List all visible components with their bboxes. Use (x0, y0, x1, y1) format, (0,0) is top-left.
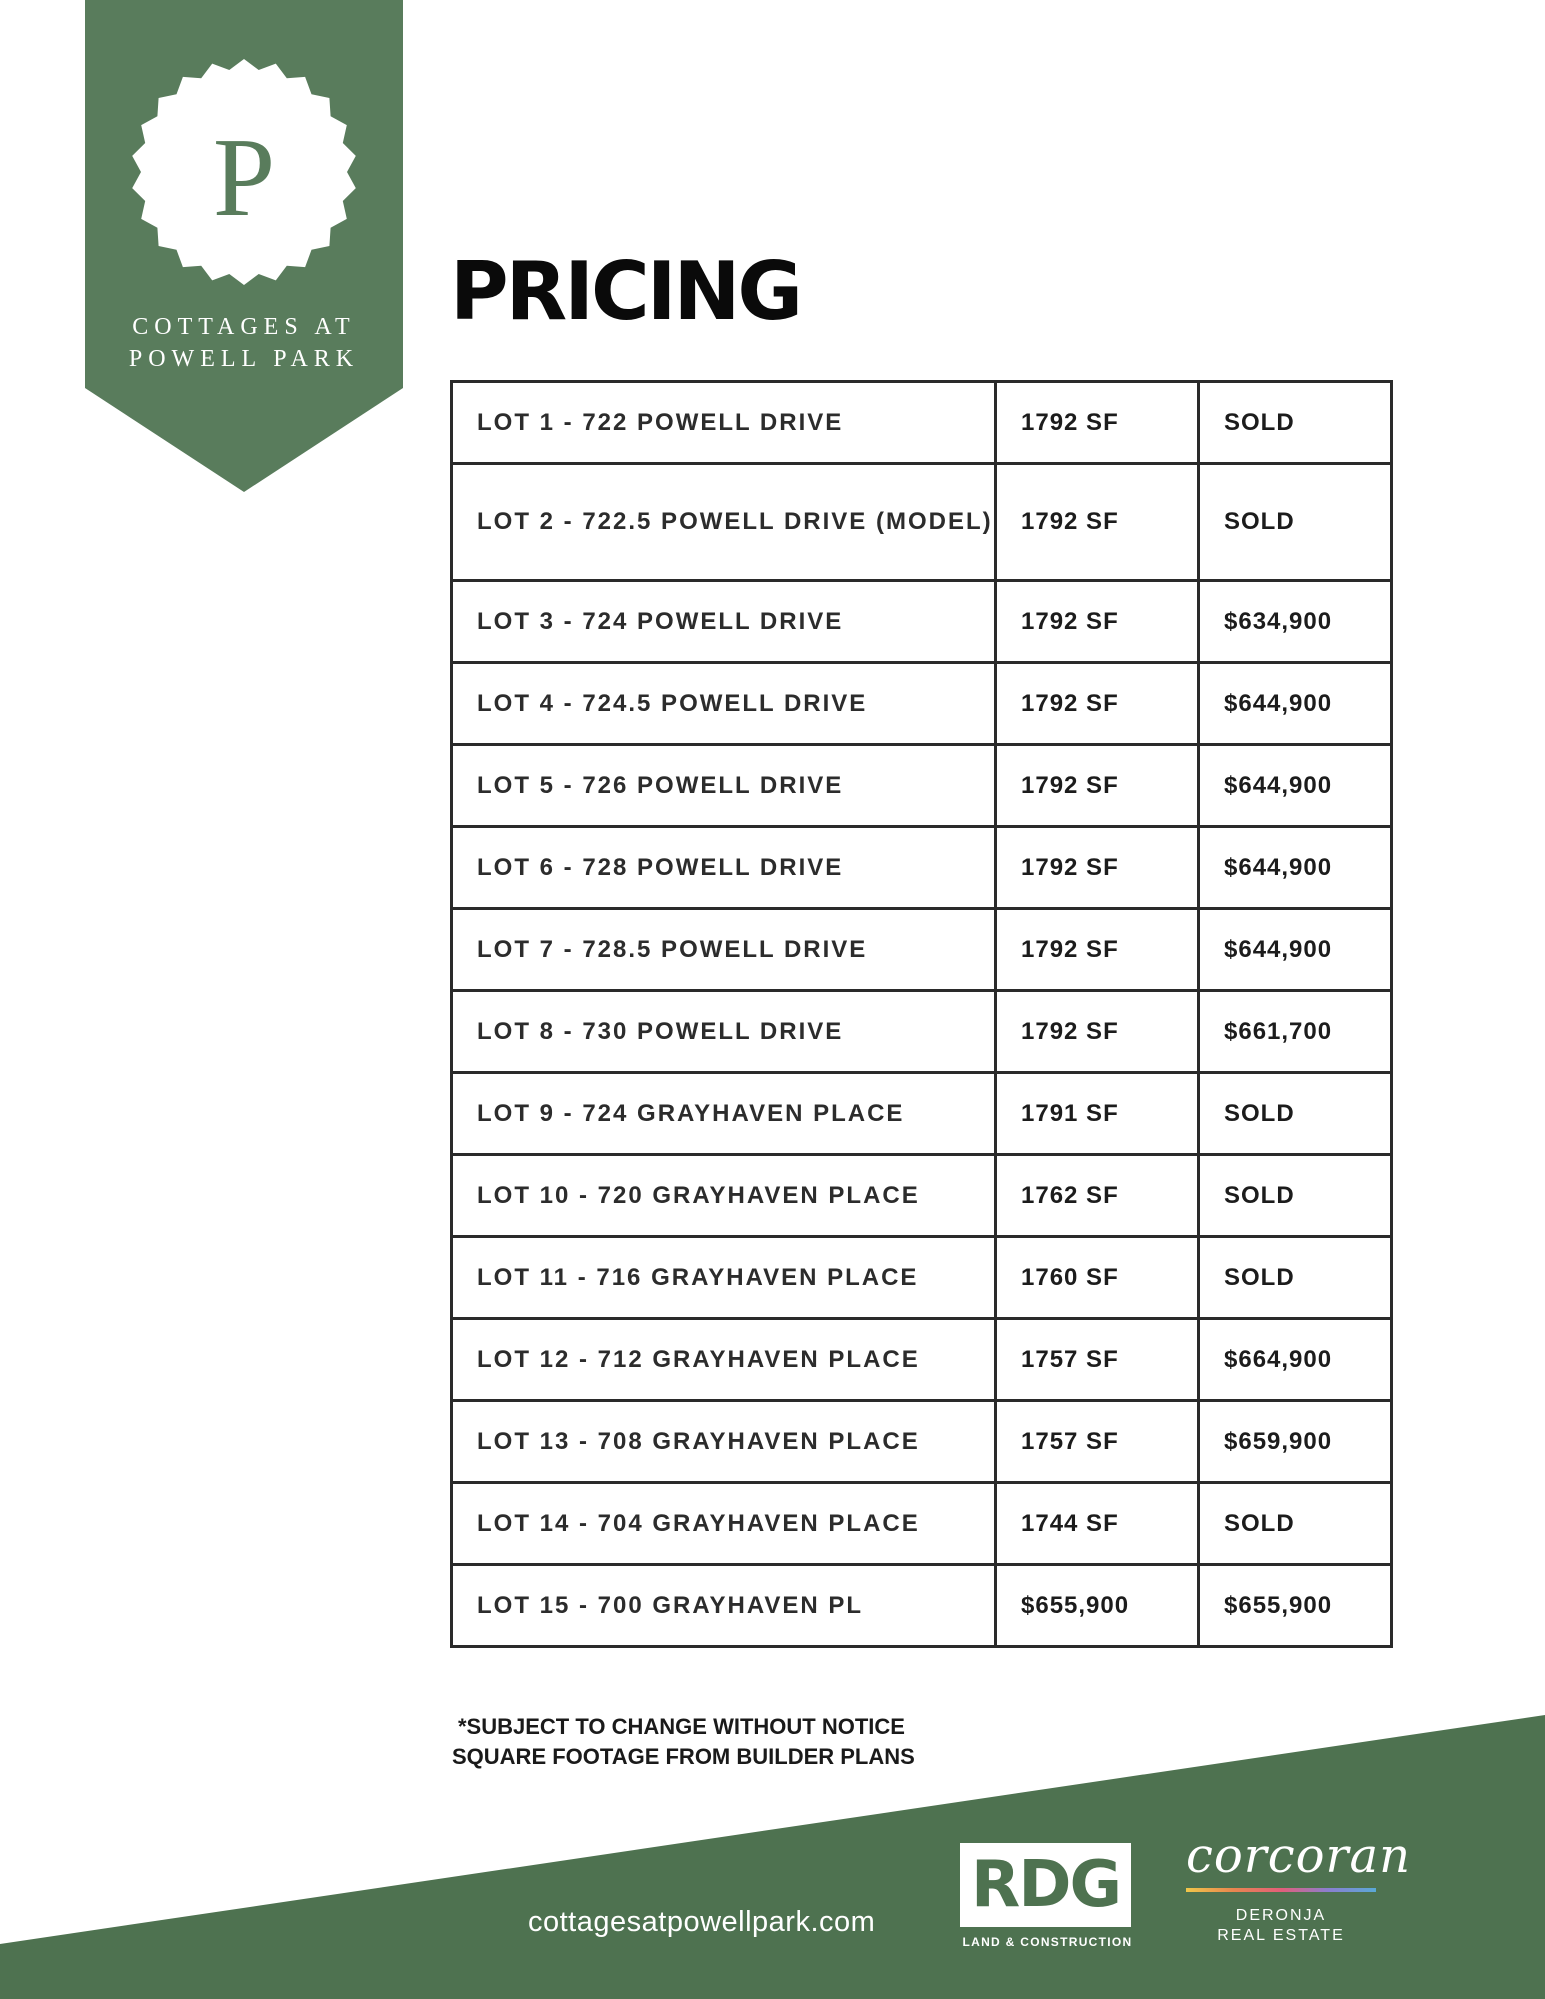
size-cell: 1757 SF (996, 1319, 1199, 1401)
table-row (452, 1073, 1392, 1155)
table-row (452, 382, 1392, 464)
lot-cell: LOT 4 - 724.5 POWELL DRIVE (452, 663, 996, 745)
disclaimer-line-2: SQUARE FOOTAGE FROM BUILDER PLANS (452, 1744, 915, 1769)
size-cell: 1792 SF (996, 581, 1199, 663)
table-row (452, 1237, 1392, 1319)
lot-cell: LOT 15 - 700 GRAYHAVEN PL (452, 1565, 996, 1647)
price-cell: $644,900 (1199, 663, 1392, 745)
size-cell: 1744 SF (996, 1483, 1199, 1565)
table-row (452, 663, 1392, 745)
price-cell: $661,700 (1199, 991, 1392, 1073)
price-cell: $644,900 (1199, 909, 1392, 991)
price-cell: SOLD (1199, 1155, 1392, 1237)
price-cell: $644,900 (1199, 745, 1392, 827)
lot-cell: LOT 12 - 712 GRAYHAVEN PLACE (452, 1319, 996, 1401)
table-row (452, 581, 1392, 663)
corcoran-wordmark: corcoran (1186, 1828, 1411, 1884)
table-row (452, 1565, 1392, 1647)
table-row (452, 1155, 1392, 1237)
table-row (452, 1319, 1392, 1401)
size-cell: 1791 SF (996, 1073, 1199, 1155)
table-row (452, 991, 1392, 1073)
lot-cell: LOT 7 - 728.5 POWELL DRIVE (452, 909, 996, 991)
size-cell: 1762 SF (996, 1155, 1199, 1237)
disclaimer-line-1: *SUBJECT TO CHANGE WITHOUT NOTICE (458, 1714, 905, 1739)
monogram-letter: P (212, 116, 276, 240)
price-cell: SOLD (1199, 1483, 1392, 1565)
pricing-table-body (452, 382, 1392, 1647)
website-link[interactable]: cottagesatpowellpark.com (528, 1906, 876, 1938)
brand-name-line1: COTTAGES AT (132, 314, 356, 340)
page-title: PRICING (450, 245, 801, 338)
lot-cell: LOT 11 - 716 GRAYHAVEN PLACE (452, 1237, 996, 1319)
brand-name-line2: POWELL PARK (128, 346, 360, 372)
size-cell: 1792 SF (996, 663, 1199, 745)
price-cell: $634,900 (1199, 581, 1392, 663)
lot-cell: LOT 10 - 720 GRAYHAVEN PLACE (452, 1155, 996, 1237)
table-row (452, 745, 1392, 827)
size-cell: 1792 SF (996, 991, 1199, 1073)
size-cell: 1792 SF (996, 909, 1199, 991)
corcoran-line-1: DERONJA (1235, 1907, 1327, 1924)
lot-cell: LOT 6 - 728 POWELL DRIVE (452, 827, 996, 909)
size-cell: 1760 SF (996, 1237, 1199, 1319)
corcoran-line-2: REAL ESTATE (1217, 1927, 1345, 1944)
price-cell: $655,900 (1199, 1565, 1392, 1647)
size-cell: 1792 SF (996, 827, 1199, 909)
size-cell: 1792 SF (996, 745, 1199, 827)
lot-cell: LOT 13 - 708 GRAYHAVEN PLACE (452, 1401, 996, 1483)
brand-banner (85, 0, 403, 492)
lot-cell: LOT 2 - 722.5 POWELL DRIVE (MODEL) (452, 464, 996, 581)
corcoran-logo (1186, 1828, 1411, 1946)
price-cell: SOLD (1199, 1237, 1392, 1319)
price-cell: SOLD (1199, 382, 1392, 464)
size-cell: 1792 SF (996, 464, 1199, 581)
table-row (452, 909, 1392, 991)
pricing-table (450, 380, 1393, 1648)
banner-shape (85, 0, 403, 492)
table-row (452, 1401, 1392, 1483)
lot-cell: LOT 5 - 726 POWELL DRIVE (452, 745, 996, 827)
size-cell: 1757 SF (996, 1401, 1199, 1483)
size-cell: $655,900 (996, 1565, 1199, 1647)
lot-cell: LOT 1 - 722 POWELL DRIVE (452, 382, 996, 464)
table-row (452, 827, 1392, 909)
rdg-logo-mark: RDG (960, 1843, 1131, 1927)
lot-cell: LOT 3 - 724 POWELL DRIVE (452, 581, 996, 663)
lot-cell: LOT 8 - 730 POWELL DRIVE (452, 991, 996, 1073)
rdg-logo (960, 1843, 1135, 1949)
lot-cell: LOT 9 - 724 GRAYHAVEN PLACE (452, 1073, 996, 1155)
rdg-logo-tagline: LAND & CONSTRUCTION (962, 1935, 1133, 1949)
table-row (452, 1483, 1392, 1565)
price-cell: SOLD (1199, 464, 1392, 581)
size-cell: 1792 SF (996, 382, 1199, 464)
price-cell: $644,900 (1199, 827, 1392, 909)
price-cell: $664,900 (1199, 1319, 1392, 1401)
price-cell: SOLD (1199, 1073, 1392, 1155)
price-cell: $659,900 (1199, 1401, 1392, 1483)
lot-cell: LOT 14 - 704 GRAYHAVEN PLACE (452, 1483, 996, 1565)
corcoran-rainbow-bar (1186, 1888, 1376, 1892)
table-row (452, 464, 1392, 581)
